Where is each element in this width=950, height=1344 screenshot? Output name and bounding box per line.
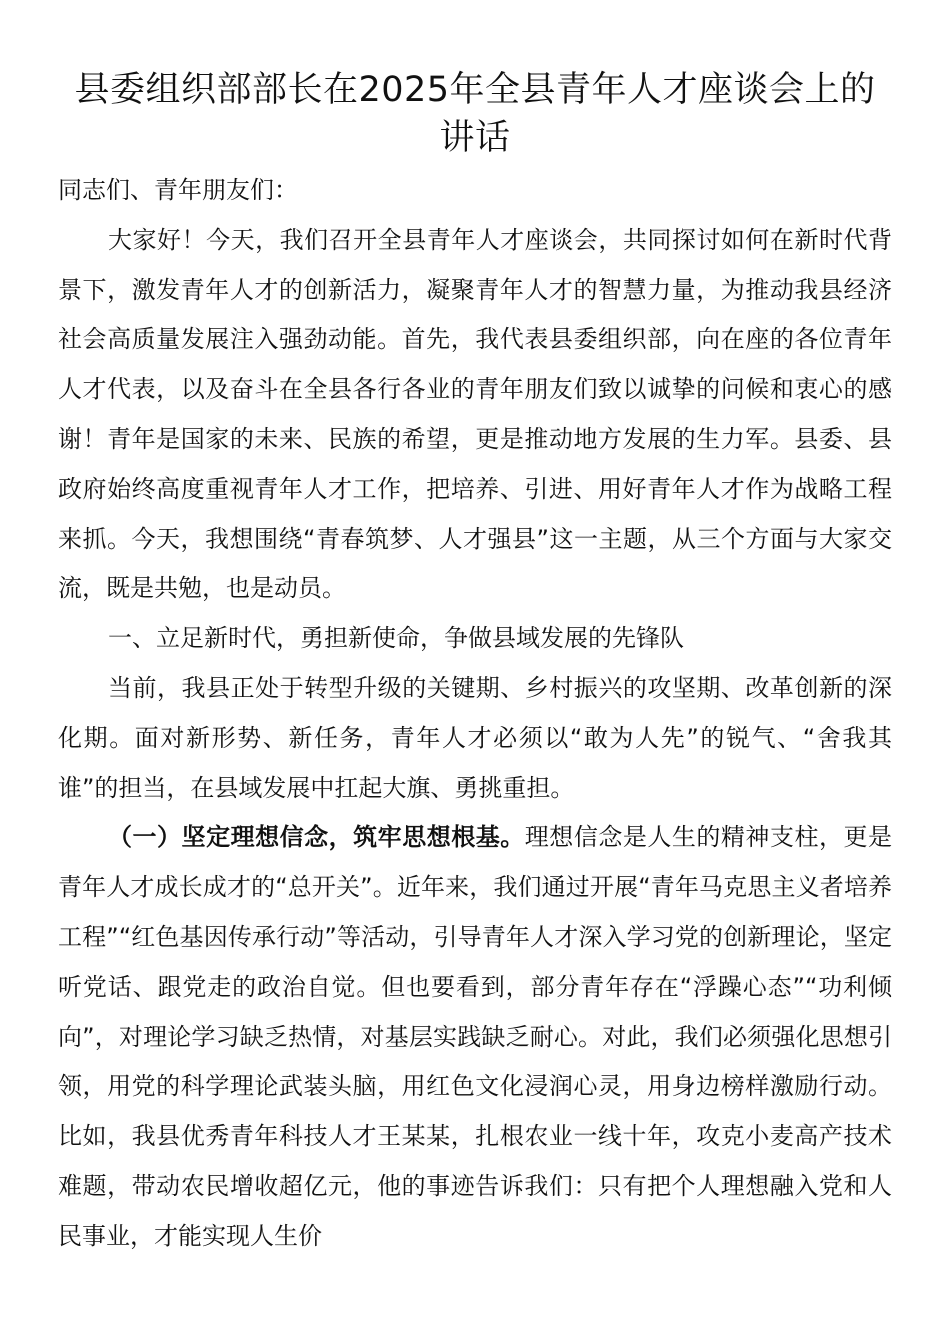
section-heading-1: 一、立足新时代，勇担新使命，争做县域发展的先锋队 (108, 624, 684, 653)
subsection-1-text: 理想信念是人生的精神支柱，更是青年人才成长成才的“总开关”。近年来，我们通过开展“青年马克思主义者培养工程”“红色基因传承行动”等活动，引导青年人才深入学习党的创新理论，坚定听党话、跟党走的政治自觉。但也要看到，部分青年存在“浮躁心态”“功利倾向”，对理论学习缺乏热情，对基层实践缺乏耐心。对此，我们必须强化思想引领，用党的科学理论武装头脑，用红色文化浸润心灵，用身边榜样激励行动。比如，我县优秀青年科技人才王某某，扎根农业一线十年，攻克小麦高产技术难题，带动农民增收超亿元，他的事迹告诉我们：只有把个人理想融入党和人民事业，才能实现人生价 (58, 823, 893, 1250)
salutation: 同志们、青年朋友们： (58, 176, 298, 204)
document-body (58, 166, 892, 1262)
opening-paragraph: 大家好！今天，我们召开全县青年人才座谈会，共同探讨如何在新时代背景下，激发青年人才的创新活力，凝聚青年人才的智慧力量，为推动我县经济社会高质量发展注入强劲动能。首先，我代表县委组织部，向在座的各位青年人才代表，以及奋斗在全县各行各业的青年朋友们致以诚挚的问候和衷心的感谢！青年是国家的未来、民族的希望，更是推动地方发展的生力军。县委、县政府始终高度重视青年人才工作，把培养、引进、用好青年人才作为战略工程来抓。今天，我想围绕“青春筑梦、人才强县”这一主题，从三个方面与大家交流，既是共勉，也是动员。 (58, 225, 892, 603)
document-title: 县委组织部部长在2025年全县青年人才座谈会上的讲话 (74, 70, 876, 158)
subsection-1-heading: （一）坚定理想信念，筑牢思想根基。 (108, 823, 525, 852)
subsection-1-paragraph (58, 813, 892, 1261)
section-1-paragraph: 当前，我县正处于转型升级的关键期、乡村振兴的攻坚期、改革创新的深化期。面对新形势、新任务，青年人才必须以“敢为人先”的锐气、“舍我其谁”的担当，在县域发展中扛起大旗、勇挑重担。 (58, 673, 892, 802)
